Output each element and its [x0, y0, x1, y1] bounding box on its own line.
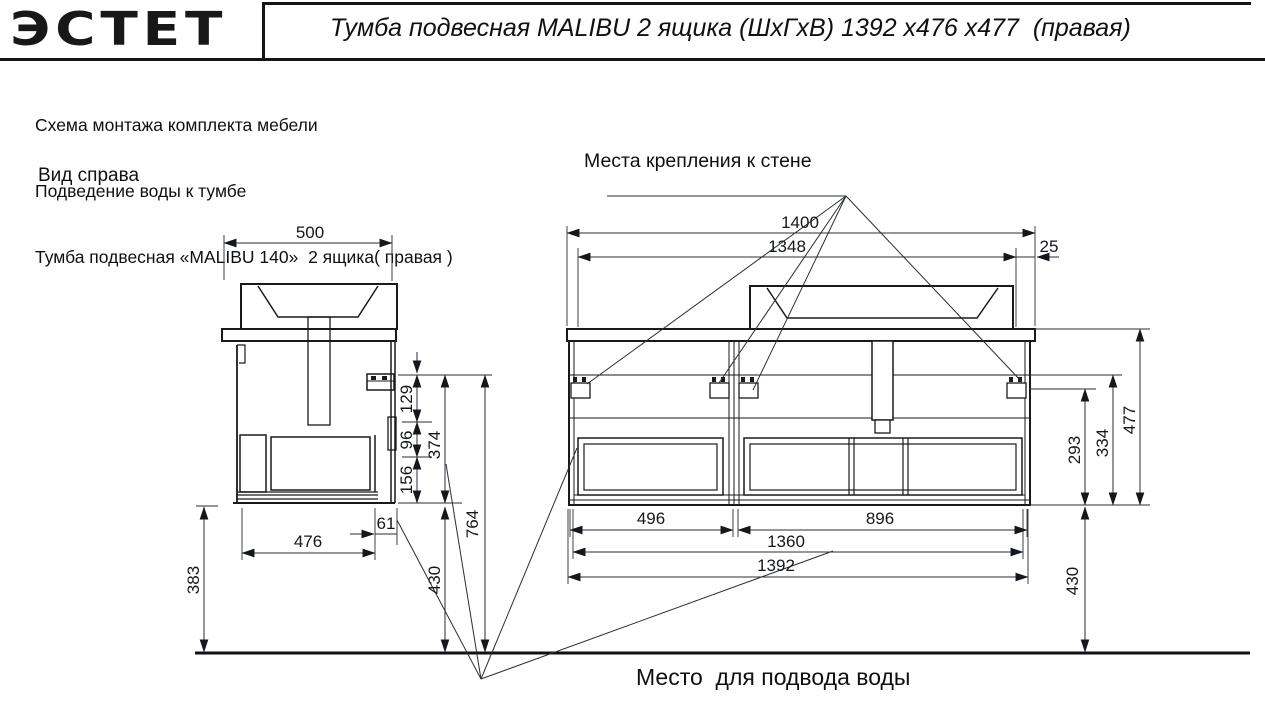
dim-front-1392: 1392: [757, 556, 795, 575]
dim-front-477: 477: [1120, 405, 1139, 435]
side-view-drawing: [222, 284, 397, 503]
dim-side-764: 764: [463, 509, 482, 539]
wall-mount-label: Места крепления к стене: [584, 150, 812, 172]
dim-side-96: 96: [397, 430, 416, 450]
brand-logo: ЭСТЕТ: [10, 2, 228, 57]
dim-side-61: 61: [376, 514, 396, 533]
dim-side-sink-width: 500: [295, 223, 325, 242]
dim-front-293: 293: [1065, 435, 1084, 465]
dim-side-383: 383: [184, 565, 203, 595]
dim-front-496: 496: [636, 509, 666, 528]
dimension-labels: [184, 213, 1139, 595]
water-supply-label: Место для подвода воды: [636, 664, 911, 690]
dim-side-129: 129: [397, 384, 416, 414]
dim-front-896: 896: [865, 509, 895, 528]
dim-side-156: 156: [397, 465, 416, 495]
dim-front-1400: 1400: [781, 213, 819, 232]
dim-front-334: 334: [1093, 428, 1112, 458]
side-view-wall-bracket: [367, 374, 394, 390]
dim-front-1360: 1360: [767, 532, 805, 551]
dim-side-374: 374: [425, 430, 444, 460]
dim-side-476: 476: [293, 532, 323, 551]
side-view-label: Вид справа: [38, 165, 140, 186]
sheet-title: Тумба подвесная MALIBU 2 ящика (ШхГхВ) 1392 х476 х477 (правая): [330, 14, 1131, 42]
dim-side-430: 430: [425, 565, 444, 595]
front-view-drawing: [567, 286, 1035, 505]
dim-front-1348: 1348: [768, 237, 806, 256]
note-line-2: Подведение воды к тумбе: [35, 181, 247, 201]
dim-front-25: 25: [1039, 237, 1059, 256]
note-line-1: Схема монтажа комплекта мебели: [35, 115, 318, 135]
dim-front-430: 430: [1063, 566, 1082, 596]
note-line-3: Тумба подвесная «MALIBU 140» 2 ящика( правая ): [35, 247, 453, 267]
front-view-wall-brackets: [571, 377, 1026, 398]
